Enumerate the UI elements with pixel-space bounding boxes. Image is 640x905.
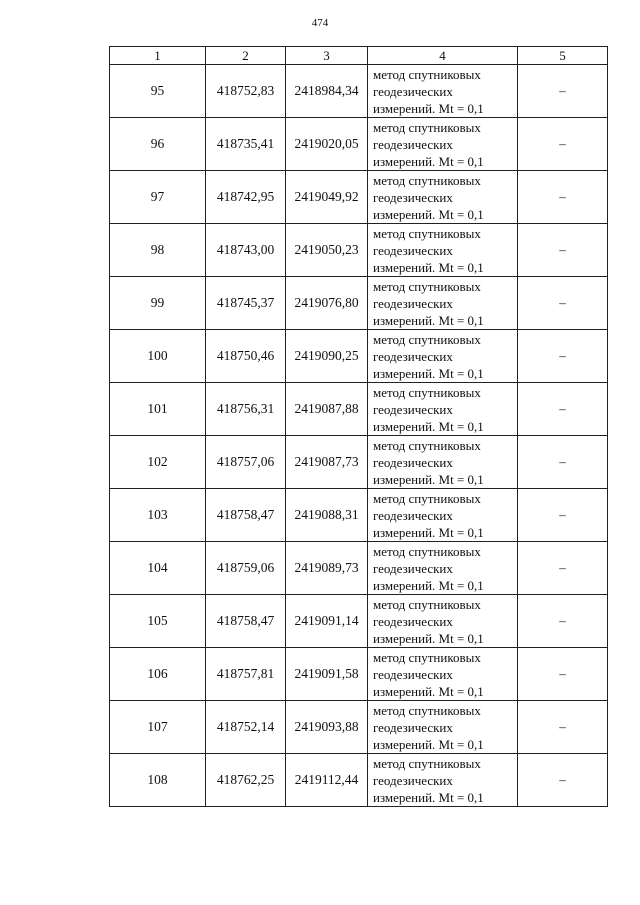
point-number-cell: 101 bbox=[110, 383, 206, 436]
note-cell: – bbox=[518, 489, 608, 542]
y-coordinate-cell: 2419088,31 bbox=[286, 489, 368, 542]
method-line: измерений. Mt = 0,1 bbox=[373, 100, 484, 116]
method-line: метод спутниковых bbox=[373, 543, 481, 559]
y-coordinate-cell: 2419020,05 bbox=[286, 118, 368, 171]
method-line: измерений. Mt = 0,1 bbox=[373, 736, 484, 752]
x-coordinate-cell: 418752,14 bbox=[206, 701, 286, 754]
method-line: геодезических bbox=[373, 242, 453, 258]
table-row bbox=[110, 383, 608, 436]
point-number-cell: 104 bbox=[110, 542, 206, 595]
table-row bbox=[110, 330, 608, 383]
method-cell bbox=[368, 65, 518, 118]
header-row bbox=[110, 47, 608, 65]
method-line: геодезических bbox=[373, 295, 453, 311]
x-coordinate-cell: 418752,83 bbox=[206, 65, 286, 118]
table-row bbox=[110, 595, 608, 648]
method-line: геодезических bbox=[373, 719, 453, 735]
y-coordinate-cell: 2419087,88 bbox=[286, 383, 368, 436]
method-cell bbox=[368, 648, 518, 701]
method-cell bbox=[368, 171, 518, 224]
table-row bbox=[110, 436, 608, 489]
method-line: метод спутниковых bbox=[373, 596, 481, 612]
method-line: метод спутниковых bbox=[373, 384, 481, 400]
y-coordinate-cell: 2419049,92 bbox=[286, 171, 368, 224]
table-row bbox=[110, 118, 608, 171]
x-coordinate-cell: 418742,95 bbox=[206, 171, 286, 224]
x-coordinate-cell: 418757,81 bbox=[206, 648, 286, 701]
x-coordinate-cell: 418757,06 bbox=[206, 436, 286, 489]
method-line: измерений. Mt = 0,1 bbox=[373, 683, 484, 699]
method-line: метод спутниковых bbox=[373, 172, 481, 188]
method-line: метод спутниковых bbox=[373, 331, 481, 347]
method-line: метод спутниковых bbox=[373, 278, 481, 294]
x-coordinate-cell: 418735,41 bbox=[206, 118, 286, 171]
method-line: измерений. Mt = 0,1 bbox=[373, 524, 484, 540]
coordinates-table bbox=[109, 46, 608, 807]
note-cell: – bbox=[518, 65, 608, 118]
method-cell bbox=[368, 383, 518, 436]
method-line: измерений. Mt = 0,1 bbox=[373, 365, 484, 381]
note-cell: – bbox=[518, 754, 608, 807]
page-number: 474 bbox=[311, 17, 329, 29]
method-cell bbox=[368, 277, 518, 330]
method-cell bbox=[368, 489, 518, 542]
point-number-cell: 96 bbox=[110, 118, 206, 171]
x-coordinate-cell: 418759,06 bbox=[206, 542, 286, 595]
table-row bbox=[110, 701, 608, 754]
method-line: геодезических bbox=[373, 613, 453, 629]
point-number-cell: 95 bbox=[110, 65, 206, 118]
method-line: метод спутниковых bbox=[373, 755, 481, 771]
note-cell: – bbox=[518, 701, 608, 754]
x-coordinate-cell: 418758,47 bbox=[206, 595, 286, 648]
method-cell bbox=[368, 595, 518, 648]
method-line: геодезических bbox=[373, 772, 453, 788]
point-number-cell: 102 bbox=[110, 436, 206, 489]
method-cell bbox=[368, 118, 518, 171]
point-number-cell: 105 bbox=[110, 595, 206, 648]
y-coordinate-cell: 2418984,34 bbox=[286, 65, 368, 118]
method-line: измерений. Mt = 0,1 bbox=[373, 577, 484, 593]
method-line: геодезических bbox=[373, 507, 453, 523]
note-cell: – bbox=[518, 224, 608, 277]
table-row bbox=[110, 754, 608, 807]
point-number-cell: 108 bbox=[110, 754, 206, 807]
method-line: измерений. Mt = 0,1 bbox=[373, 418, 484, 434]
method-line: измерений. Mt = 0,1 bbox=[373, 153, 484, 169]
x-coordinate-cell: 418743,00 bbox=[206, 224, 286, 277]
method-line: геодезических bbox=[373, 454, 453, 470]
method-line: метод спутниковых bbox=[373, 649, 481, 665]
method-line: геодезических bbox=[373, 401, 453, 417]
point-number-cell: 103 bbox=[110, 489, 206, 542]
method-line: метод спутниковых bbox=[373, 225, 481, 241]
method-line: метод спутниковых bbox=[373, 437, 481, 453]
x-coordinate-cell: 418762,25 bbox=[206, 754, 286, 807]
method-line: геодезических bbox=[373, 560, 453, 576]
method-line: геодезических bbox=[373, 666, 453, 682]
method-line: метод спутниковых bbox=[373, 66, 481, 82]
table-row bbox=[110, 171, 608, 224]
method-line: измерений. Mt = 0,1 bbox=[373, 789, 484, 805]
table-body bbox=[110, 65, 608, 807]
method-cell bbox=[368, 542, 518, 595]
y-coordinate-cell: 2419050,23 bbox=[286, 224, 368, 277]
method-line: метод спутниковых bbox=[373, 119, 481, 135]
table-row bbox=[110, 65, 608, 118]
table-row bbox=[110, 648, 608, 701]
y-coordinate-cell: 2419090,25 bbox=[286, 330, 368, 383]
y-coordinate-cell: 2419089,73 bbox=[286, 542, 368, 595]
x-coordinate-cell: 418750,46 bbox=[206, 330, 286, 383]
method-line: геодезических bbox=[373, 136, 453, 152]
point-number-cell: 97 bbox=[110, 171, 206, 224]
y-coordinate-cell: 2419076,80 bbox=[286, 277, 368, 330]
y-coordinate-cell: 2419112,44 bbox=[286, 754, 368, 807]
table-row bbox=[110, 489, 608, 542]
column-header-1: 1 bbox=[110, 47, 206, 65]
method-line: геодезических bbox=[373, 189, 453, 205]
note-cell: – bbox=[518, 171, 608, 224]
point-number-cell: 100 bbox=[110, 330, 206, 383]
method-line: геодезических bbox=[373, 83, 453, 99]
method-line: измерений. Mt = 0,1 bbox=[373, 471, 484, 487]
note-cell: – bbox=[518, 648, 608, 701]
x-coordinate-cell: 418745,37 bbox=[206, 277, 286, 330]
note-cell: – bbox=[518, 436, 608, 489]
table-row bbox=[110, 224, 608, 277]
column-header-4: 4 bbox=[368, 47, 518, 65]
x-coordinate-cell: 418756,31 bbox=[206, 383, 286, 436]
method-line: измерений. Mt = 0,1 bbox=[373, 259, 484, 275]
method-line: метод спутниковых bbox=[373, 702, 481, 718]
method-cell bbox=[368, 224, 518, 277]
method-cell bbox=[368, 330, 518, 383]
point-number-cell: 99 bbox=[110, 277, 206, 330]
note-cell: – bbox=[518, 277, 608, 330]
note-cell: – bbox=[518, 330, 608, 383]
y-coordinate-cell: 2419091,58 bbox=[286, 648, 368, 701]
method-cell bbox=[368, 754, 518, 807]
point-number-cell: 106 bbox=[110, 648, 206, 701]
method-cell bbox=[368, 436, 518, 489]
method-line: метод спутниковых bbox=[373, 490, 481, 506]
table-row bbox=[110, 277, 608, 330]
point-number-cell: 98 bbox=[110, 224, 206, 277]
y-coordinate-cell: 2419091,14 bbox=[286, 595, 368, 648]
note-cell: – bbox=[518, 542, 608, 595]
method-line: измерений. Mt = 0,1 bbox=[373, 206, 484, 222]
column-header-3: 3 bbox=[286, 47, 368, 65]
method-line: измерений. Mt = 0,1 bbox=[373, 630, 484, 646]
y-coordinate-cell: 2419093,88 bbox=[286, 701, 368, 754]
note-cell: – bbox=[518, 118, 608, 171]
x-coordinate-cell: 418758,47 bbox=[206, 489, 286, 542]
note-cell: – bbox=[518, 595, 608, 648]
column-header-2: 2 bbox=[206, 47, 286, 65]
method-line: измерений. Mt = 0,1 bbox=[373, 312, 484, 328]
column-header-5: 5 bbox=[518, 47, 608, 65]
note-cell: – bbox=[518, 383, 608, 436]
table-row bbox=[110, 542, 608, 595]
point-number-cell: 107 bbox=[110, 701, 206, 754]
method-cell bbox=[368, 701, 518, 754]
y-coordinate-cell: 2419087,73 bbox=[286, 436, 368, 489]
method-line: геодезических bbox=[373, 348, 453, 364]
